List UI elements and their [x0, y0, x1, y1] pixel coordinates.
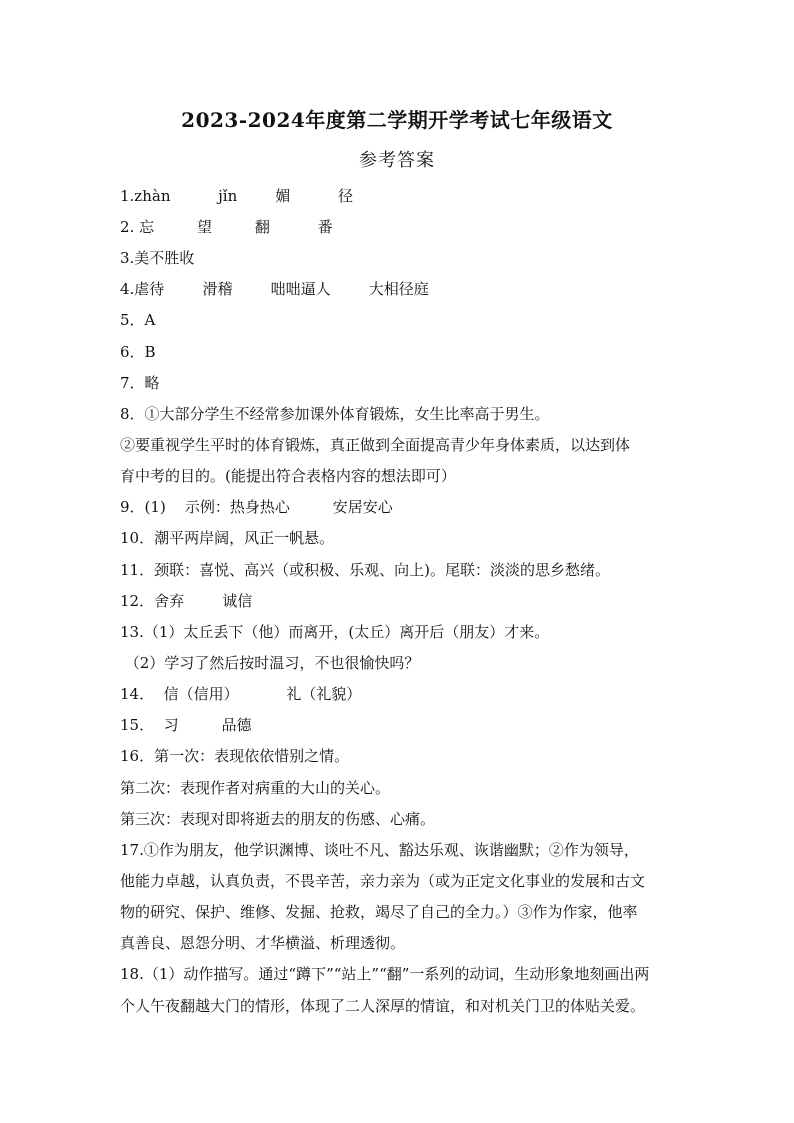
- answer-line-10: 10．潮平两岸阔，风正一帆悬。: [120, 529, 335, 547]
- answer-line-5: 5．A: [120, 311, 156, 329]
- answer-line-8: 8．①大部分学生不经常参加课外体育锻炼，女生比率高于男生。: [120, 405, 550, 423]
- answer-line-12: 12．舍弃 诚信: [120, 592, 253, 610]
- answer-line-1: 1.zhàn jǐn 媚 径: [120, 187, 354, 205]
- answer-line-15: 15． 习 品德: [120, 716, 252, 734]
- answer-line-16-c: 第三次：表现对即将逝去的朋友的伤感、心痛。: [120, 810, 436, 828]
- answer-line-17-b: 他能力卓越，认真负责，不畏辛苦，亲力亲为（或为正定文化事业的发展和古文: [120, 872, 646, 890]
- answer-line-14: 14． 信（信用） 礼（礼貌）: [120, 685, 362, 703]
- answer-line-16-b: 第二次：表现作者对病重的大山的关心。: [120, 779, 391, 797]
- answer-line-6: 6．B: [120, 343, 156, 361]
- answer-line-4: 4.虐待 滑稽 咄咄逼人 大相径庭: [120, 280, 429, 298]
- answer-line-9: 9．(1) 示例：热身热心 安居安心: [120, 498, 393, 516]
- page-title: 2023-2024年度第二学期开学考试七年级语文: [181, 108, 613, 132]
- answer-line-3: 3.美不胜收: [120, 249, 195, 267]
- answer-line-18-a: 18.（1）动作描写。通过“蹲下”“站上”“翻”一系列的动词，生动形象地刻画出两: [120, 965, 650, 983]
- answer-line-8-b: ②要重视学生平时的体育锻炼，真正做到全面提高青少年身体素质，以达到体: [120, 436, 631, 454]
- answer-line-17-c: 物的研究、保护、维修、发掘、抢救，竭尽了自己的全力。）③作为作家，他率: [120, 903, 638, 921]
- answer-line-7: 7．略: [120, 374, 160, 392]
- answer-line-16-a: 16．第一次：表现依依惜别之情。: [120, 747, 350, 765]
- answer-line-2: 2. 忘 望 翻 番: [120, 218, 333, 236]
- page-subtitle: 参考答案: [359, 150, 435, 171]
- answer-line-18-b: 个人午夜翻越大门的情形，体现了二人深厚的情谊，和对机关门卫的体贴关爱。: [120, 997, 646, 1015]
- answer-line-8-c: 育中考的目的。(能提出符合表格内容的想法即可）: [120, 467, 456, 485]
- answer-line-13-2: （2）学习了然后按时温习，不也很愉快吗？: [120, 654, 420, 672]
- answer-line-11: 11．颈联：喜悦、高兴（或积极、乐观、向上)。尾联：淡淡的思乡愁绪。: [120, 561, 610, 579]
- answer-line-17-d: 真善良、恩怨分明、才华横溢、析理透彻。: [120, 934, 406, 952]
- answer-line-13-1: 13.（1）太丘丢下（他）而离开，(太丘）离开后（朋友）才来。: [120, 623, 550, 641]
- answer-line-17-a: 17.①作为朋友，他学识渊博、谈吐不凡、豁达乐观、诙谐幽默；②作为领导，: [120, 841, 639, 859]
